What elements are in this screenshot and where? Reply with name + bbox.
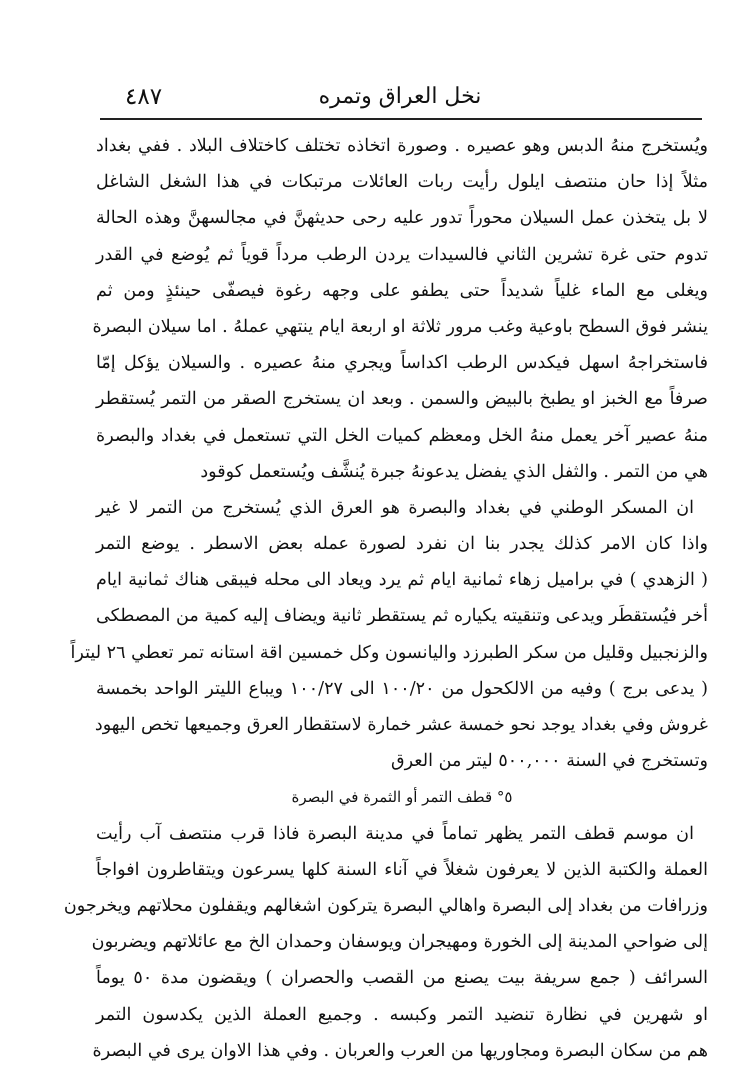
text-line: غروش وفي بغداد يوجد نحو خمسة عشر خمارة لاستقطار العرق وجميعها تخص اليهود: [94, 715, 708, 735]
text-line: واذا كان الامر كذلك يجدر بنا ان نفرد لصورة عمله بعض الاسطر . يوضع التمر: [96, 534, 708, 555]
paragraph-date-syrup: [92, 128, 708, 490]
page-header: [100, 84, 700, 120]
text-line: لا بل يتخذن عمل السيلان محوراً تدور عليه رحى حديثهنَّ في مجالسهنَّ وهذه الحالة: [96, 208, 708, 229]
text-line: أخر فيُستقطَر ويدعى وتنقيته يكياره ثم يستقطر ثانية ويضاف إليه كمية من المصطكى: [95, 606, 708, 627]
text-line: مثلاً إذا حان منتصف ايلول رأيت ربات العائلات مرتبكات في هذا الشغل الشاغل: [96, 172, 708, 193]
text-line: والزنجبيل وقليل من سكر الطبرزد واليانسون وكل خمسين اقة استانه تمر تعطي ٢٦ ليتراً: [70, 642, 708, 663]
text-line: هم من سكان البصرة ومجاوريها من العرب والعربان . وفي هذا الاوان يرى في البصرة: [92, 1040, 708, 1061]
text-line: ( الزهدي ) في براميل زهاء ثمانية ايام ثم يرد ويعاد الى محله فيبقى هناك ثمانية ايام: [96, 570, 708, 591]
text-line: ان موسم قطف التمر يظهر تماماً في مدينة البصرة فاذا قرب منتصف آب رأيت: [96, 823, 694, 844]
page-number: ٤٨٧: [125, 84, 163, 110]
text-line: او شهرين في نظارة تنضيد التمر وكبسه . وجميع العملة الذين يكدسون التمر: [96, 1004, 708, 1025]
body-text: [63, 128, 709, 1069]
text-line: وتستخرج في السنة ٥٠٠,٠٠٠ ليتر من العرق: [390, 751, 708, 772]
text-line: ان المسكر الوطني في بغداد والبصرة هو العرق الذي يُستخرج من التمر لا غير: [96, 497, 694, 518]
text-line: منهُ عصير آخر يعمل منهُ الخل ومعظم كميات الخل التي تستعمل في بغداد والبصرة: [96, 425, 708, 446]
text-line: وزرافات من بغداد إلى البصرة واهالي البصرة يتركون اشغالهم ويقفلون محلاتهم ويخرجون: [63, 895, 708, 916]
text-line: العملة والكتبة الذين لا يعرفون شغلاً في آناء السنة كلها يسرعون ويتقاطرون افواجاً: [96, 859, 708, 880]
text-line: فاستخراجهُ اسهل فيكدس الرطب اكداساً ويجري منهُ عصيره . والسيلان يؤكل إمّا: [96, 353, 708, 374]
text-line: ويغلى مع الماء غلياً شديداً حتى يطفو على وجهه رغوة فيصفّى حينئذٍ ومن ثم: [96, 280, 708, 301]
section-heading: ٥° قطف التمر أو الثمرة في البصرة: [291, 788, 513, 807]
text-line: ويُستخرج منهُ الدبس وهو عصيره . وصورة اتخاذه تختلف كاختلاف البلاد . ففي بغداد: [96, 136, 708, 156]
text-line: ينشر فوق السطح باوعية وغب مرور ثلاثة او اربعة ايام ينتهي عملهُ . اما سيلان البصرة: [92, 316, 708, 337]
text-line: صرفاً مع الخبز او يطبخ بالبيض والسمن . وبعد ان يستخرج الصقر من التمر يُستقطر: [96, 389, 708, 410]
running-title: نخل العراق وتمره: [318, 84, 482, 109]
text-line: هي من التمر . والثفل الذي يفضل يدعونهُ جبرة يُنشَّف ويُستعمل كوقود: [200, 461, 708, 482]
text-line: السرائف ( جمع سريفة بيت يصنع من القصب والحصران ) ويقضون مدة ٥٠ يوماً: [96, 968, 708, 989]
text-line: إلى ضواحي المدينة إلى الخورة ومهيجران ويوسفان وحمدان الخ مع عائلاتهم ويضربون: [91, 932, 708, 953]
header-rule: [100, 118, 702, 120]
paragraph-harvest: [63, 816, 708, 1069]
paragraph-arak: [70, 490, 709, 780]
text-line: ( يدعى برج ) وفيه من الالكحول من ١٠٠/٢٠ الى ١٠٠/٢٧ ويباع الليتر الواحد بخمسة: [96, 678, 709, 699]
text-line: تدوم حتى غرة تشرين الثاني فالسيدات يردن الرطب مرداً قوياً ثم يُوضع في القدر: [96, 244, 708, 265]
